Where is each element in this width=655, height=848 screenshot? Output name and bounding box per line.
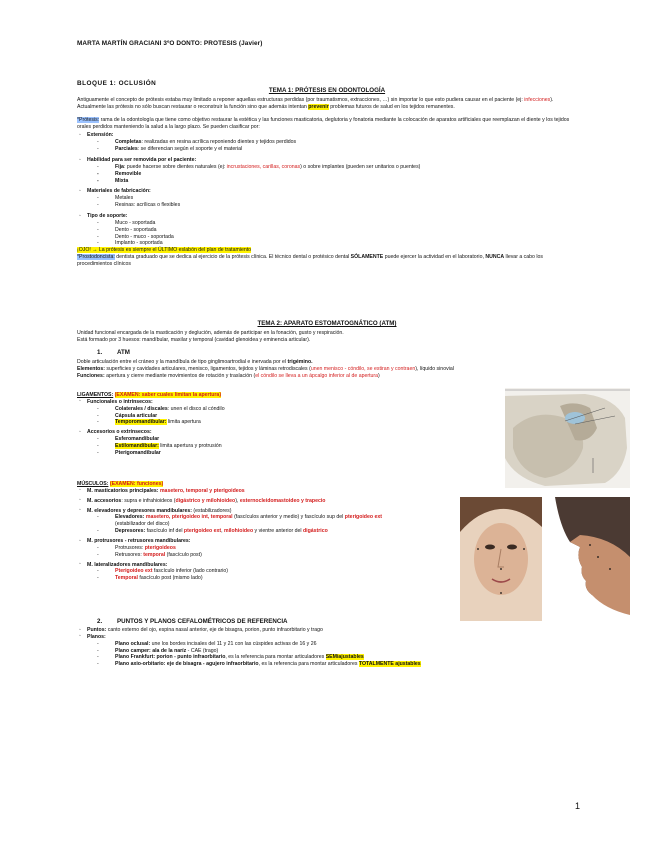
skull-atm-figure [505, 388, 630, 488]
atm-line: Elementos: superficies y cavidades articulares, menisco, ligamentos, tejidos y láminas retrodiscales (unen menisco - cóndilo, se estiran y contraen), líquido sinovial [77, 365, 454, 372]
section-number: 2. [97, 618, 103, 625]
list-item: - Plano oclusal: une los bordes incisales del 11 y 21 con las cúspides activas de 16 y 26 [77, 641, 597, 648]
page-number: 1 [575, 801, 581, 811]
list-item: - Fija: puede hacerse sobre dientes naturales (ej: incrustaciones, carillas, coronas) o sobre implantes (pueden ser unitarios o puentes) [77, 164, 579, 171]
extrinsecos-heading: ◦ Accesorios o extrínsecos: [77, 429, 497, 436]
musculos-heading: MÚSCULOS: (EXAMEN: funciones) [77, 481, 164, 487]
musculos-accesorios: ◦ M. accesorios: supra e infrahioideos (digástrico y milohioideo), esternocleidomastoideo y trapecio [77, 498, 457, 505]
list-item: - Temporal fascículo post (mismo lado) [77, 575, 457, 582]
tema2-title: TEMA 2: APARATO ESTOMATOGNÁTICO (ATM) [257, 320, 397, 327]
section-title-puntos-planos: PUNTOS Y PLANOS CEFALOMÉTRICOS DE REFERENCIA [117, 618, 288, 625]
tema1-title: TEMA 1: PRÓTESIS EN ODONTOLOGÍA [268, 87, 386, 94]
list-item: - Estilomandibular: limita apertura y protrusión [77, 443, 497, 450]
puntos-line: ◦ Puntos: canto externo del ojo, espina nasal anterior, eje de bisagra, porion, punto infraorbitario y trago [77, 627, 597, 634]
list-item: - Pterigomandibular [77, 450, 497, 457]
list-item: - Temporomandibular: limita apertura [77, 419, 497, 426]
section-title-atm: ATM [117, 349, 130, 356]
list-item: - Protrusores: pterigoideos [77, 545, 457, 552]
musculos-masticatorios: ◦ M. masticatorios principales: masetero, temporal y pterigoideos [77, 488, 457, 495]
list-item: - Dento - soportada [77, 227, 579, 234]
list-item: - Parciales: se diferencian según el soporte y el material [77, 146, 579, 153]
list-item: - Completas: realizadas en resina acrílica reponiendo dientes y tejidos perdidos [77, 139, 579, 146]
list-item: - Plano Frankfurt: porion - punto infraorbitario, es la referencia para montar articuladores SEMiajustables [77, 654, 597, 661]
tema2-intro-line: Unidad funcional encargada de la masticación y deglución, además de participar en la fonación, gusto y respiración. [77, 330, 344, 336]
tema2-intro [77, 330, 579, 344]
tema1-intro: Antiguamente el concepto de prótesis estaba muy limitado a reponer aquellas estructuras perdidas (por traumatismos, extracciones, …) sin importar lo que esto pudiera causar en el paciente (ej: infecciones). Actualmente las prótesis no sólo buscan restaurar o reconstruir la función sino que además intentan prevenir problemas futuros de salud en los tejidos remanentes. [77, 97, 554, 110]
section-number: 1. [97, 349, 103, 356]
list-item: - Depresores: fascículo inf del pterigoideo ext, milohioideo y vientre anterior del digástrico [77, 528, 457, 535]
cephalometric-faces-figure [460, 497, 630, 622]
list-item: - Esferomandibular [77, 436, 497, 443]
ligamentos-section [77, 392, 497, 457]
list-item: - Muco - soportada [77, 220, 579, 227]
planos-heading: ◦ Planos: [77, 634, 597, 641]
soporte-heading: ◦ Tipo de soporte: [77, 213, 579, 220]
protesis-definition: *Prótesis: rama de la odontología que tiene como objetivo restaurar la estética y las funciones masticatoria, deglutoria y fonatoria mediante la colocación de aparatos artificiales que reemplazan el diente y los tejidos orales perdidos manteniendo la salud a la largo plazo. Se pueden clasificar por: [77, 116, 570, 130]
extension-heading: ◦ Extensión: [77, 132, 579, 139]
list-item: - Metales [77, 195, 579, 202]
list-item: - Implanto - soportada [77, 240, 579, 247]
puntos-planos-section [77, 627, 597, 668]
intrinsecos-heading: ◦ Funcionales o intrínsecos: [77, 399, 497, 406]
list-item: - Resinas: acrílicas o flexibles [77, 202, 579, 209]
musculos-elevadores-heading: ◦ M. elevadores y depresores mandibulares: (estabilizadores) [77, 508, 457, 515]
list-item: - Cápsula articular [77, 413, 497, 420]
musculos-protrusores-heading: ◦ M. protrusores - retrusores mandibulares: [77, 538, 457, 545]
atm-line: Doble articulación entre el cráneo y la mandíbula de tipo ginglimoartrodial e inervada por el trigémino. [77, 359, 313, 365]
musculos-lateralizadores-heading: ◦ M. lateralizadores mandibulares: [77, 562, 457, 569]
frontal-face-photo [460, 497, 542, 621]
musculos-section [77, 481, 457, 582]
tema1-body [77, 97, 579, 268]
list-item: - Plano camper: ala de la naríz - CAE (trago) [77, 648, 597, 655]
list-item-continuation: (estabilizador del disco) [115, 521, 170, 528]
list-item: - Colaterales / discales: unen el disco al cóndilo [77, 406, 497, 413]
ojo-note: ¡OJO! → La prótesis es siempre el ÚLTIMO eslabón del plan de tratamiento [77, 247, 252, 254]
atm-line: Funciones: apertura y cierre mediante movimientos de rotación y traslación (el cóndilo se lleva a un ápcalgo inferior al de apertura) [77, 372, 380, 379]
tema2-intro-line: Está formado por 3 huesos: mandíbular, maxilar y temporal (cavidad glenoidea y eminencia articular). [77, 336, 311, 343]
list-item: - Retrusores: temporal (fascículo post) [77, 552, 457, 559]
list-item: - Pterigoideo ext fascículo inferior (lado contrario) [77, 568, 457, 575]
atm-body [77, 359, 579, 380]
list-item: - Plano axio-orbitario: eje de bisagra - agujero infraorbitario, es la referencia para montar articuladores TOTALMENTE ajustables [77, 661, 597, 668]
list-item: - Removible [77, 171, 579, 178]
document-header: MARTA MARTÍN GRACIANI 3ºO DONTO: PROTESIS (Javier) [77, 40, 263, 47]
bloque-heading: BLOQUE 1: OCLUSIÓN [77, 80, 157, 87]
ligamentos-heading: LIGAMENTOS: (EXAMEN: saber cuales limitan la apertura) [77, 392, 222, 398]
list-item: - Dento - muco - soportada [77, 234, 579, 241]
materiales-heading: ◦ Materiales de fabricación: [77, 188, 579, 195]
profile-face-photo [550, 497, 630, 621]
list-item: - Mixta [77, 178, 579, 185]
habilidad-heading: ◦ Habilidad para ser removida por el paciente: [77, 157, 579, 164]
list-item: - Elevadores: masetero, pterigoideo int, temporal (fascículos anterior y medio) y fascículo sup del pterigoideo ext [77, 514, 457, 521]
prostodoncista-definition: *Prostodoncista: dentista graduado que se dedica al ejercicio de la prótesis clínica. El técnico dental o protésico dental SÓLAMENTE puede ejercer la actividad en el laboratorio, NUNCA llevar a cabo los procedimientos clínicos [77, 254, 544, 268]
